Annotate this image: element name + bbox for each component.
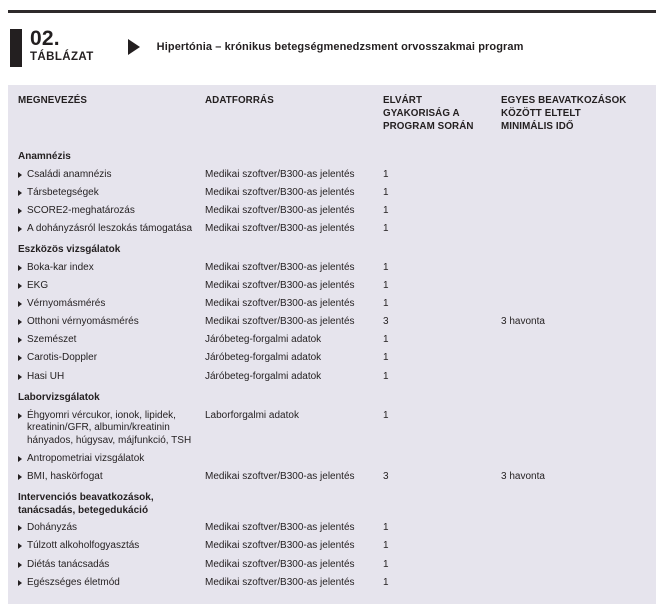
table-row bbox=[18, 332, 646, 350]
table-row bbox=[18, 538, 646, 556]
top-horizontal-rule bbox=[8, 10, 656, 13]
bullet-triangle-icon bbox=[18, 456, 22, 462]
play-triangle-icon bbox=[128, 39, 140, 55]
row-frequency: 1 bbox=[383, 540, 389, 552]
row-name-cell bbox=[18, 298, 205, 311]
row-name-cell bbox=[18, 205, 205, 218]
row-frequency: 3 bbox=[383, 470, 389, 482]
row-source: Medikai szoftver/B300-as jelentés bbox=[205, 204, 355, 216]
row-name-cell bbox=[18, 577, 205, 590]
row-name-cell bbox=[18, 151, 205, 164]
table-row bbox=[18, 407, 646, 450]
row-name-cell bbox=[18, 540, 205, 553]
row-name: Eszközös vizsgálatok bbox=[18, 244, 121, 256]
row-source: Medikai szoftver/B300-as jelentés bbox=[205, 316, 355, 328]
row-name: Laborvizsgálatok bbox=[18, 391, 100, 403]
table-row bbox=[18, 386, 646, 407]
row-name-cell bbox=[18, 492, 205, 517]
row-name: Éhgyomri vércukor, ionok, lipidek, kreatinin/GFR, albumin/kreatinin hányados, húgysav, májfunkció, TSH bbox=[27, 409, 192, 446]
row-frequency: 1 bbox=[383, 222, 389, 234]
bullet-triangle-icon bbox=[18, 265, 22, 271]
bullet-triangle-icon bbox=[18, 562, 22, 568]
caption-accent-bar bbox=[10, 29, 22, 67]
row-name: Otthoni vérnyomásmérés bbox=[27, 316, 139, 328]
row-name: Diétás tanácsadás bbox=[27, 558, 110, 570]
table-number: 02. bbox=[30, 27, 60, 50]
table-row bbox=[18, 368, 646, 386]
table-row bbox=[18, 166, 646, 184]
row-name: BMI, haskörfogat bbox=[27, 470, 103, 482]
row-name: SCORE2-meghatározás bbox=[27, 204, 135, 216]
row-name: Antropometriai vizsgálatok bbox=[27, 452, 145, 464]
bullet-triangle-icon bbox=[18, 208, 22, 214]
table-row bbox=[18, 574, 646, 592]
bullet-triangle-icon bbox=[18, 355, 22, 361]
table-row bbox=[18, 313, 646, 331]
row-name-cell bbox=[18, 453, 205, 466]
table-number-block bbox=[30, 28, 94, 63]
row-name: Intervenciós beavatkozások, tanácsadás, betegedukáció bbox=[18, 492, 154, 516]
row-name-cell bbox=[18, 352, 205, 365]
bullet-triangle-icon bbox=[18, 190, 22, 196]
row-interval: 3 havonta bbox=[501, 470, 545, 482]
row-source: Medikai szoftver/B300-as jelentés bbox=[205, 576, 355, 588]
table-row bbox=[18, 468, 646, 486]
row-name-cell bbox=[18, 334, 205, 347]
row-frequency: 1 bbox=[383, 522, 389, 534]
row-frequency: 1 bbox=[383, 204, 389, 216]
row-name-cell bbox=[18, 262, 205, 275]
bullet-triangle-icon bbox=[18, 543, 22, 549]
row-name: Hasi UH bbox=[27, 370, 65, 382]
table-row bbox=[18, 238, 646, 259]
table-row bbox=[18, 145, 646, 166]
row-name-cell bbox=[18, 392, 205, 405]
row-name: Túlzott alkoholfogyasztás bbox=[27, 540, 140, 552]
bullet-triangle-icon bbox=[18, 374, 22, 380]
bullet-triangle-icon bbox=[18, 319, 22, 325]
row-frequency: 1 bbox=[383, 576, 389, 588]
row-name: Boka-kar index bbox=[27, 261, 94, 273]
row-name: Családi anamnézis bbox=[27, 168, 112, 180]
row-source: Medikai szoftver/B300-as jelentés bbox=[205, 261, 355, 273]
table-row bbox=[18, 520, 646, 538]
row-name: EKG bbox=[27, 280, 49, 292]
row-name: A dohányzásról leszokás támogatása bbox=[27, 222, 193, 234]
table-title: Hipertónia – krónikus betegségmenedzsment orvosszakmai program bbox=[156, 41, 524, 53]
row-name: Szemészet bbox=[27, 334, 77, 346]
bullet-triangle-icon bbox=[18, 337, 22, 343]
row-name: Carotis-Doppler bbox=[27, 352, 98, 364]
bullet-triangle-icon bbox=[18, 525, 22, 531]
row-name: Társbetegségek bbox=[27, 186, 99, 198]
row-interval: 3 havonta bbox=[501, 316, 545, 328]
row-source: Medikai szoftver/B300-as jelentés bbox=[205, 298, 355, 310]
row-source: Járóbeteg-forgalmi adatok bbox=[205, 334, 322, 346]
row-frequency: 1 bbox=[383, 261, 389, 273]
table-row bbox=[18, 350, 646, 368]
row-source: Medikai szoftver/B300-as jelentés bbox=[205, 186, 355, 198]
row-name: Dohányzás bbox=[27, 522, 78, 534]
column-header-adatforras: ADATFORRÁS bbox=[205, 95, 274, 106]
row-name-cell bbox=[18, 280, 205, 293]
row-frequency: 1 bbox=[383, 334, 389, 346]
table-header-row bbox=[18, 95, 646, 145]
row-frequency: 1 bbox=[383, 558, 389, 570]
row-source: Laborforgalmi adatok bbox=[205, 409, 299, 421]
row-name: Egészséges életmód bbox=[27, 576, 120, 588]
row-frequency: 1 bbox=[383, 168, 389, 180]
table-row bbox=[18, 220, 646, 238]
row-frequency: 1 bbox=[383, 409, 389, 421]
row-name-cell bbox=[18, 371, 205, 384]
row-name-cell bbox=[18, 559, 205, 572]
row-name-cell bbox=[18, 410, 205, 448]
bullet-triangle-icon bbox=[18, 226, 22, 232]
table-row bbox=[18, 556, 646, 574]
data-table bbox=[8, 85, 656, 604]
table-row bbox=[18, 295, 646, 313]
row-name-cell bbox=[18, 471, 205, 484]
table-row bbox=[18, 259, 646, 277]
row-name: Anamnézis bbox=[18, 150, 71, 162]
table-row bbox=[18, 277, 646, 295]
bullet-triangle-icon bbox=[18, 580, 22, 586]
row-frequency: 1 bbox=[383, 370, 389, 382]
table-row bbox=[18, 486, 646, 520]
row-source: Járóbeteg-forgalmi adatok bbox=[205, 370, 322, 382]
row-name-cell bbox=[18, 522, 205, 535]
row-frequency: 1 bbox=[383, 280, 389, 292]
table-row bbox=[18, 202, 646, 220]
row-frequency: 1 bbox=[383, 352, 389, 364]
row-source: Medikai szoftver/B300-as jelentés bbox=[205, 558, 355, 570]
row-frequency: 1 bbox=[383, 186, 389, 198]
row-name-cell bbox=[18, 244, 205, 257]
bullet-triangle-icon bbox=[18, 283, 22, 289]
column-header-minimalis-ido: EGYES BEAVATKOZÁSOK KÖZÖTT ELTELT MINIMÁLIS IDŐ bbox=[501, 95, 627, 132]
column-header-elvart-gyakorisag: ELVÁRT GYAKORISÁG A PROGRAM SORÁN bbox=[383, 95, 474, 132]
row-name-cell bbox=[18, 169, 205, 182]
column-header-megnevezes: MEGNEVEZÉS bbox=[18, 95, 88, 106]
bullet-triangle-icon bbox=[18, 172, 22, 178]
bullet-triangle-icon bbox=[18, 301, 22, 307]
row-source: Járóbeteg-forgalmi adatok bbox=[205, 352, 322, 364]
row-source: Medikai szoftver/B300-as jelentés bbox=[205, 222, 355, 234]
row-source: Medikai szoftver/B300-as jelentés bbox=[205, 540, 355, 552]
row-name: Vérnyomásmérés bbox=[27, 298, 106, 310]
row-source: Medikai szoftver/B300-as jelentés bbox=[205, 470, 355, 482]
table-caption bbox=[10, 28, 656, 72]
table-body bbox=[18, 145, 646, 592]
row-name-cell bbox=[18, 187, 205, 200]
row-name-cell bbox=[18, 316, 205, 329]
row-source: Medikai szoftver/B300-as jelentés bbox=[205, 522, 355, 534]
row-source: Medikai szoftver/B300-as jelentés bbox=[205, 168, 355, 180]
table-word: TÁBLÁZAT bbox=[30, 51, 94, 63]
bullet-triangle-icon bbox=[18, 474, 22, 480]
bullet-triangle-icon bbox=[18, 413, 22, 419]
table-row bbox=[18, 450, 646, 468]
table-row bbox=[18, 184, 646, 202]
row-frequency: 1 bbox=[383, 298, 389, 310]
row-frequency: 3 bbox=[383, 316, 389, 328]
row-name-cell bbox=[18, 223, 205, 236]
row-source: Medikai szoftver/B300-as jelentés bbox=[205, 280, 355, 292]
